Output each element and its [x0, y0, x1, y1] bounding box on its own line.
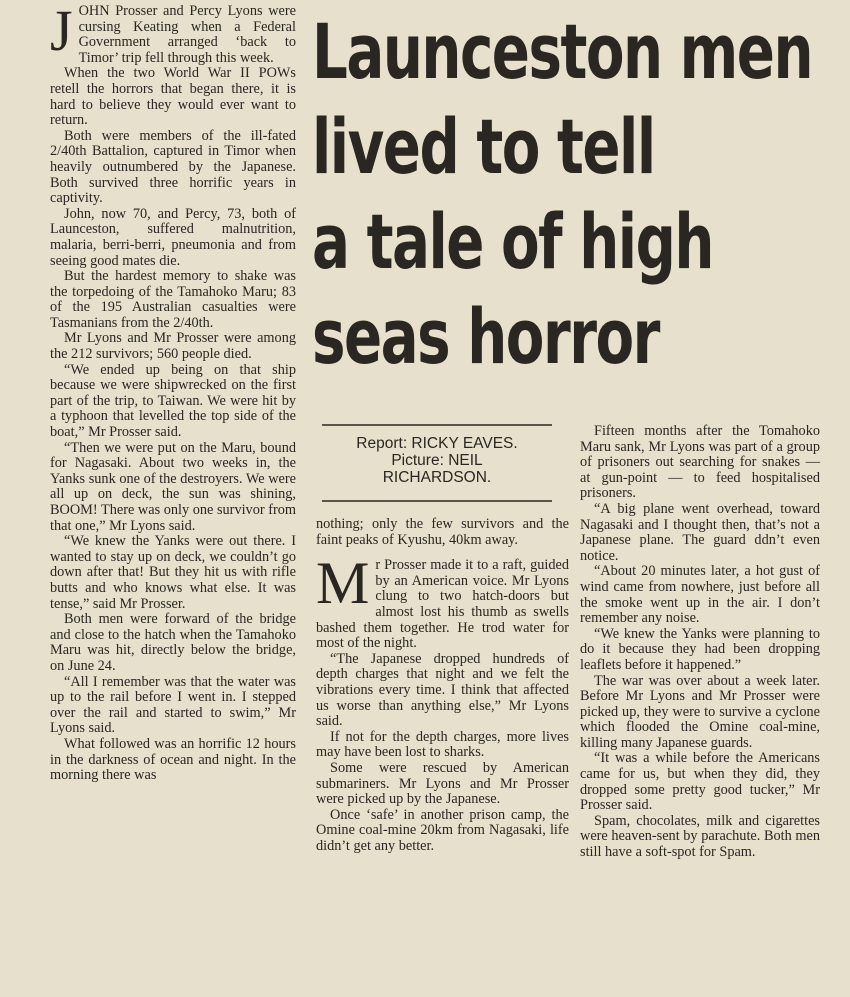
paragraph: “We knew the Yanks were out there. I wanted to stay up on deck, we couldn’t go down after that! But they hit us with rifle butts and who knows what else. It was tense,” said Mr Prosser.	[50, 533, 296, 612]
credit-top-rule	[322, 424, 552, 426]
paragraph: Once ‘safe’ in another prison camp, the Omine coal-mine 20km from Nagasaki, life didn’t get any better.	[316, 806, 569, 854]
report-credit: Report: RICKY EAVES.	[356, 435, 518, 452]
paragraph: “We ended up being on that ship because we were shipwrecked on the first part of the trip, to Taiwan. We were hit by a typhoon that levelled the top side of the boat,” Mr Prosser said.	[50, 361, 296, 441]
paragraph: Both were members of the ill-fated 2/40th Battalion, captured in Timor when heavily outnumbered by the Japanese. Both survived three horrific years in captivity.	[50, 127, 296, 207]
paragraph: “Then we were put on the Maru, bound for Nagasaki. About two weeks in, the Yanks sunk one of the destroyers. We were all up on deck, the sun was shining, BOOM! There was only one survivor from that one,” Mr Lyons said.	[50, 439, 296, 534]
paragraph: Mr Lyons and Mr Prosser were among the 212 survivors; 560 people died.	[50, 330, 296, 363]
paragraph: “It was a while before the Americans came for us, but when they did, they dropped some pretty good tucker,” Mr Prosser said.	[580, 750, 820, 814]
article-column-3	[580, 424, 820, 861]
headline-line: lived to tell	[312, 102, 655, 191]
headline-line: a tale of high	[312, 197, 713, 286]
paragraph: “We knew the Yanks were planning to do it because they had been dropping leaflets before it happened.”	[580, 625, 820, 673]
paragraph: Fifteen months after the Tomahoko Maru sank, Mr Lyons was part of a group of prisoners out searching for snakes — at gun-point — to feed hospitalised prisoners.	[580, 423, 820, 502]
paragraph: Both men were forward of the bridge and close to the hatch when the Tamahoko Maru was hit, directly below the bridge, on June 24.	[50, 611, 296, 674]
paragraph: If not for the depth charges, more lives may have been lost to sharks.	[316, 728, 569, 761]
paragraph: What followed was an horrific 12 hours in the darkness of ocean and night. In the morning there was	[50, 735, 296, 784]
paragraph: OHN Prosser and Percy Lyons were cursing Keating when a Federal Government arranged ‘back to Timor’ trip fell through this week.	[78, 3, 296, 66]
article-column-1	[50, 0, 296, 784]
credit-bottom-rule	[322, 500, 552, 502]
headline	[312, 4, 813, 384]
picture-credit: Picture: NEIL	[391, 452, 483, 469]
paragraph: The war was over about a week later. Before Mr Lyons and Mr Prosser were picked up, they were to survive a cyclone which flooded the Omine coal-mine, killing many Japanese guards.	[580, 672, 820, 751]
paragraph: r Prosser made it to a raft, guided by an American voice. Mr Lyons clung to two hatch-doors but almost lost his thumb as swells bashed them together. He trod water for most of the night.	[316, 557, 569, 652]
paragraph: nothing; only the few survivors and the faint peaks of Kyushu, 40km away.	[316, 516, 569, 548]
picture-credit-name: RICHARDSON.	[382, 469, 492, 486]
headline-line: Launceston men	[312, 7, 813, 96]
paragraph: When the two World War II POWs retell the horrors that began there, it is hard to believe they would ever want to return.	[50, 65, 296, 129]
drop-cap-m: M	[316, 550, 370, 617]
drop-cap-j: J	[50, 0, 73, 63]
paragraph: But the hardest memory to shake was the torpedoing of the Tamahoko Maru; 83 of the 195 Australian casualties were Tasmanians from the 2/40th.	[50, 268, 296, 331]
paragraph: Spam, chocolates, milk and cigarettes were heaven-sent by parachute. Both men still have a soft-spot for Spam.	[580, 812, 820, 861]
headline-line: seas horror	[312, 292, 659, 381]
paragraph: “About 20 minutes later, a hot gust of wind came from nowhere, just before all the smoke went up in the air. I don’t remember any noise.	[580, 563, 820, 627]
paragraph: “The Japanese dropped hundreds of depth charges that night and we felt the vibrations every time. I think that affected us worse than anything else,” Mr Lyons said.	[316, 650, 569, 730]
paragraph: Some were rescued by American submariners. Mr Lyons and Mr Prosser were picked up by the Japanese.	[316, 759, 569, 808]
article-column-2	[316, 517, 569, 854]
paragraph: “All I remember was that the water was up to the rail before I went in. I stepped over the rail and started to swim,” Mr Lyons said.	[50, 673, 296, 737]
paragraph: John, now 70, and Percy, 73, both of Launceston, suffered malnutrition, malaria, berri-berri, pneumonia and from seeing good mates die.	[50, 205, 296, 269]
byline	[322, 427, 552, 486]
paragraph: “A big plane went overhead, toward Nagasaki and I thought then, that’s not a Japanese plane. The guard ddn’t even notice.	[580, 500, 820, 564]
